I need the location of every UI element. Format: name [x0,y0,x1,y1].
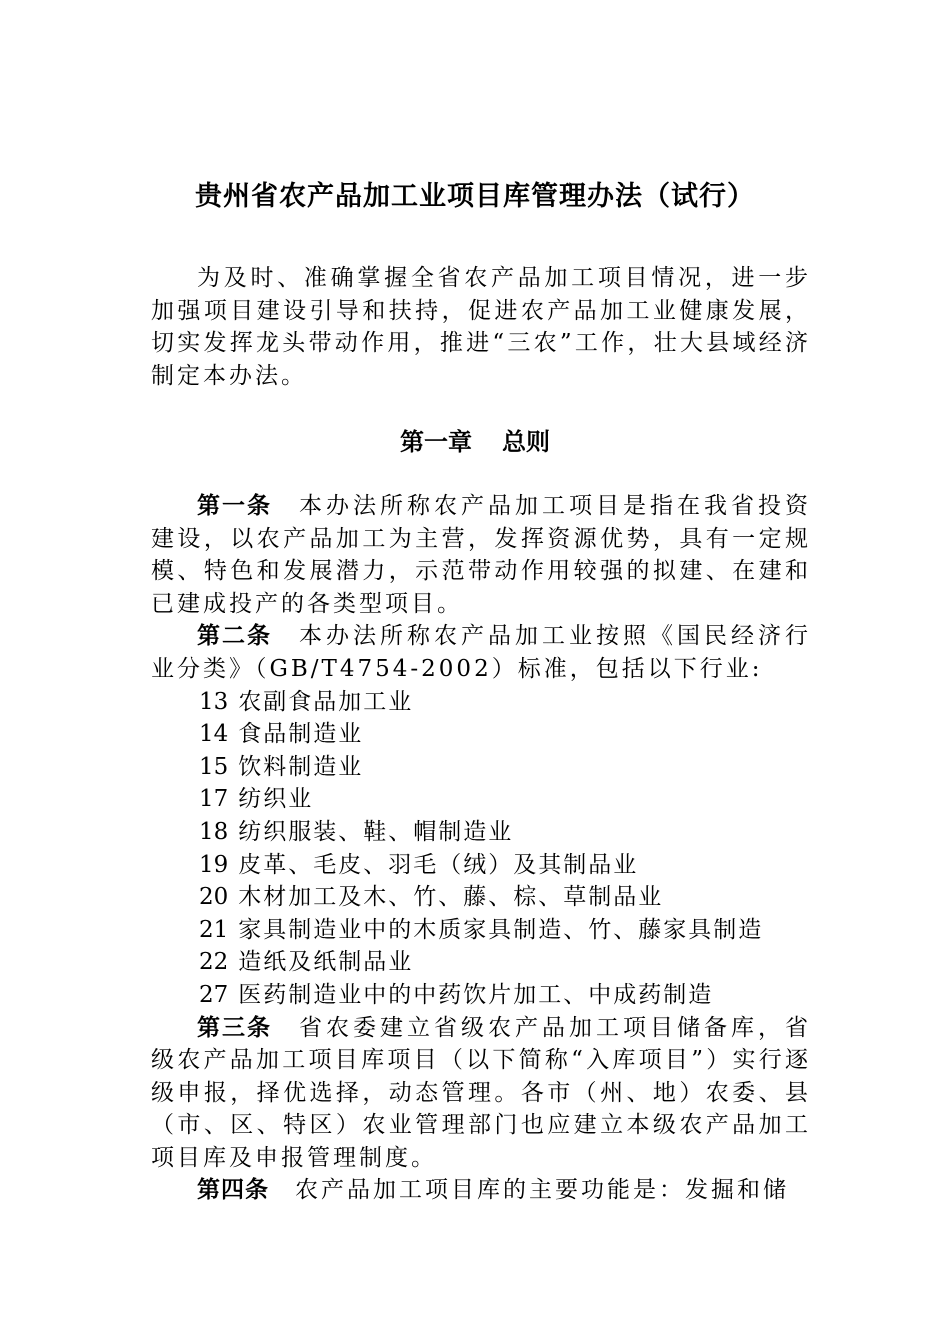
article-label: 第二条 [197,623,272,650]
industry-code: 13 [199,688,229,715]
industry-name: 木材加工及木、竹、藤、棕、草制品业 [238,884,664,911]
article-4 [151,1174,811,1207]
industry-name: 食品制造业 [238,721,364,748]
industry-name: 纺织服装、鞋、帽制造业 [238,818,514,845]
list-item [151,783,811,816]
industry-name: 纺织业 [238,786,314,813]
industry-code: 22 [199,949,229,976]
list-item [151,849,811,882]
chapter-name: 总则 [502,428,550,456]
industry-code: 15 [199,753,229,780]
document-title: 贵州省农产品加工业项目库管理办法（试行） [195,181,755,212]
industry-code: 21 [199,916,229,943]
list-item [151,686,811,719]
list-item [151,914,811,947]
article-label: 第一条 [197,493,272,519]
industry-code: 20 [199,884,229,911]
intro-section [151,262,811,392]
industry-name: 医药制造业中的中药饮片加工、中成药制造 [238,981,714,1008]
article-1 [151,490,811,620]
chapter-number: 第一章 [400,428,472,456]
list-item [151,881,811,914]
article-label: 第四条 [197,1177,269,1204]
article-3 [151,1012,811,1175]
article-text: 本办法所称农产品加工业按照《国民经济行业分类》（GB/T4754-2002）标准，包括以下行业: [151,623,811,682]
article-2 [151,620,811,685]
list-item [151,816,811,849]
article-text: 本办法所称农产品加工项目是指在我省投资建设，以农产品加工为主营，发挥资源优势，具有一定规模、特色和发展潜力，示范带动作用较强的拟建、在建和已建成投产的各类型项目。 [151,493,811,617]
intro-paragraph: 为及时、准确掌握全省农产品加工项目情况，进一步加强项目建设引导和扶持，促进农产品加工业健康发展，切实发挥龙头带动作用，推进“三农”工作，壮大县域经济制定本办法。 [151,265,811,389]
article-text: 省农委建立省级农产品加工项目储备库，省级农产品加工项目库项目（以下简称“入库项目”）实行逐级申报，择优选择，动态管理。各市（州、地）农委、县（市、区、特区）农业管理部门也应建立本级农产品加工项目库及申报管理制度。 [151,1014,811,1171]
industry-name: 家具制造业中的木质家具制造、竹、藤家具制造 [238,916,764,943]
article-label: 第三条 [197,1014,272,1041]
industry-name: 造纸及纸制品业 [238,949,414,976]
industry-name: 皮革、毛皮、羽毛（绒）及其制品业 [238,851,639,878]
article-text: 农产品加工项目库的主要功能是：发掘和储 [295,1177,789,1204]
list-item [151,979,811,1012]
industry-name: 农副食品加工业 [238,688,414,715]
industry-code: 14 [199,721,229,748]
industry-code: 17 [199,786,229,813]
list-item [151,718,811,751]
industry-name: 饮料制造业 [238,753,364,780]
chapter-heading [0,424,950,460]
industry-code: 19 [199,851,229,878]
articles-section [151,490,811,1207]
list-item [151,751,811,784]
industry-code: 27 [199,981,229,1008]
list-item [151,946,811,979]
industry-list [151,686,811,1012]
industry-code: 18 [199,818,229,845]
